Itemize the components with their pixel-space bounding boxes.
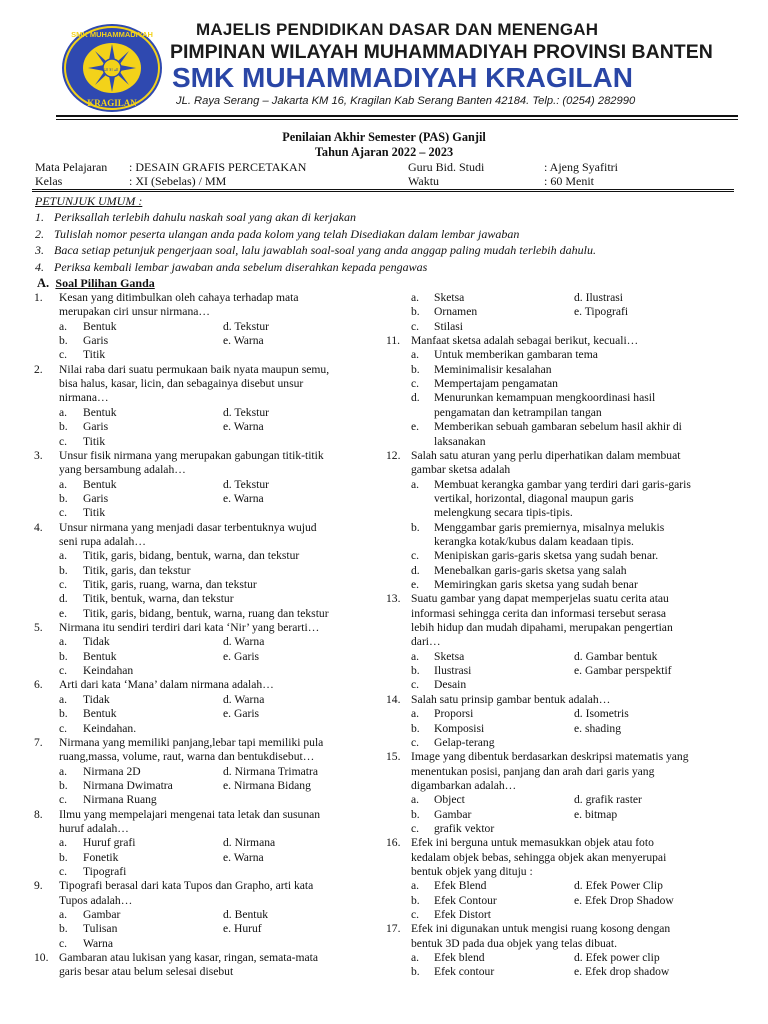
option-text: Gambar: [434, 807, 472, 821]
option-text: e. Tipografi: [574, 305, 629, 319]
header-rule-thick: [56, 115, 738, 117]
header-rule-thin: [56, 119, 738, 120]
option-letter: b.: [411, 965, 420, 979]
question-text: Suatu gambar yang dapat memperjelas suatu cerita atau: [411, 592, 669, 606]
section-heading: A. Soal Pilihan Ganda: [37, 276, 155, 290]
option-letter: a.: [59, 692, 68, 706]
option-letter: a.: [59, 405, 68, 419]
option-text: e. Gambar perspektif: [574, 664, 672, 678]
option-text: Mempertajam pengamatan: [434, 377, 558, 391]
question-text: bentuk objek yang dituju :: [411, 865, 533, 878]
logo-top-text: SMK MUHAMMADIYAH: [71, 30, 153, 39]
question-number: 6.: [34, 678, 43, 692]
option-text: Menipiskan garis-garis sketsa yang sudah benar.: [434, 549, 659, 563]
question-number: 13.: [386, 592, 401, 606]
option-letter: c.: [411, 735, 420, 749]
option-text: Object: [434, 793, 465, 807]
option-text: Menebalkan garis-garis sketsa yang salah: [434, 563, 627, 577]
exam-year: Tahun Ajaran 2022 – 2023: [314, 145, 454, 159]
option-letter: a.: [411, 951, 420, 965]
option-text: Nirmana Dwimatra: [83, 778, 173, 792]
school-logo: [60, 22, 164, 114]
question-text: kedalam objek bebas, sehingga objek akan menyerupai: [411, 850, 667, 864]
logo-bottom-text: KRAGILAN: [87, 98, 137, 108]
option-text: Efek Blend: [434, 879, 487, 893]
option-letter: b.: [59, 334, 68, 348]
option-letter: e.: [411, 578, 420, 591]
option-letter: b.: [59, 778, 68, 792]
option-text: e. Efek drop shadow: [574, 965, 670, 979]
option-text: d. Ilustrasi: [574, 291, 623, 304]
subject-value: : DESAIN GRAFIS PERCETAKAN: [129, 160, 307, 174]
question-number: 11.: [386, 334, 401, 348]
option-text: Huruf grafi: [83, 836, 136, 850]
option-letter: c.: [411, 319, 420, 333]
school-address: JL. Raya Serang – Jakarta KM 16, Kragilan Kab Serang Banten 42184. Telp.: (0254) 282990: [176, 95, 636, 107]
option-letter: c.: [59, 664, 68, 678]
option-text: Efek Contour: [434, 893, 497, 907]
question-text: Nilai raba dari suatu permukaan baik nyata maupun semu,: [59, 362, 330, 376]
option-text: Titik: [83, 506, 106, 520]
option-letter: b.: [59, 649, 68, 663]
option-text: e. Garis: [223, 707, 260, 721]
question-text: Salah satu aturan yang perlu diperhatikan dalam membuat: [411, 448, 681, 462]
option-text: Titik, garis, dan tekstur: [83, 563, 191, 577]
question-number: 10.: [34, 951, 49, 965]
header-line-2: PIMPINAN WILAYAH MUHAMMADIYAH PROVINSI BANTEN: [170, 41, 713, 63]
option-letter: c.: [411, 908, 420, 922]
option-letter: c.: [59, 865, 68, 878]
option-text: Bentuk: [83, 649, 117, 663]
question-text: yang bersambung adalah…: [59, 463, 186, 477]
option-text: Bentuk: [83, 477, 117, 491]
option-text: e. Efek Drop Shadow: [574, 893, 674, 907]
option-letter: a.: [59, 836, 68, 850]
option-text: Tipografi: [83, 865, 127, 878]
question-text: nirmana…: [59, 391, 109, 405]
option-letter: d.: [411, 563, 420, 577]
option-letter: a.: [59, 477, 68, 491]
option-text: Bentuk: [83, 707, 117, 721]
option-text: Desain: [434, 678, 467, 692]
instruction-item: 4. Periksa kembali lembar jawaban anda sebelum diserahkan kepada pengawas: [35, 260, 428, 274]
question-text: Efek ini berguna untuk memasukkan objek atau foto: [411, 836, 654, 850]
option-letter: a.: [59, 319, 68, 333]
option-text: Keindahan: [83, 664, 134, 678]
option-text: Stilasi: [434, 319, 463, 333]
option-text: Menurunkan kemampuan mengkoordinasi hasil: [434, 391, 656, 405]
option-text: Keindahan.: [83, 721, 137, 735]
option-text: Garis: [83, 420, 109, 434]
question-text: menentukan posisi, panjang dan arah dari garis yang: [411, 764, 655, 778]
option-text: Efek blend: [434, 951, 485, 965]
option-text: e. Garis: [223, 649, 260, 663]
option-text: Titik, bentuk, warna, dan tekstur: [83, 592, 234, 606]
question-number: 1.: [34, 291, 43, 304]
logo-center-text: لا اله الا الله: [102, 67, 122, 72]
option-text: d. Warna: [223, 692, 265, 706]
option-text: Garis: [83, 334, 109, 348]
option-text: Tulisan: [83, 922, 118, 936]
option-text: Warna: [83, 936, 113, 950]
option-text: Garis: [83, 491, 109, 505]
question-text: Arti dari kata ‘Mana’ dalam nirmana adalah…: [59, 678, 274, 692]
option-text: Bentuk: [83, 319, 117, 333]
option-letter: d.: [411, 391, 420, 405]
question-text: Efek ini digunakan untuk mengisi ruang kosong dengan: [411, 922, 671, 936]
question-text: bisa halus, kasar, licin, dan sebagainya disebut unsur: [59, 377, 304, 391]
question-text: lebih hidup dan mudah dipahami, merupakan pengertian: [411, 621, 673, 635]
question-text: seni rupa adalah…: [59, 534, 146, 548]
option-text: Bentuk: [83, 405, 117, 419]
option-text: d. Bentuk: [223, 908, 269, 922]
option-text: d. Tekstur: [223, 477, 269, 491]
option-text: e. Huruf: [223, 922, 262, 936]
option-text: Ornamen: [434, 305, 478, 319]
question-number: 4.: [34, 520, 43, 534]
option-letter: d.: [59, 592, 68, 606]
class-value: : XI (Sebelas) / MM: [129, 174, 227, 188]
header-line-1: MAJELIS PENDIDIKAN DASAR DAN MENENGAH: [196, 20, 599, 39]
option-text: d. Efek Power Clip: [574, 879, 663, 893]
option-letter: c.: [411, 549, 420, 563]
option-text: d. Tekstur: [223, 405, 269, 419]
question-number: 14.: [386, 692, 401, 706]
option-text: Gambar: [83, 908, 121, 922]
option-text: Meminimalisir kesalahan: [434, 362, 552, 376]
option-letter: c.: [59, 434, 68, 448]
question-text: garis besar atau belum selesai disebut: [59, 965, 234, 979]
question-number: 2.: [34, 362, 43, 376]
option-text: Untuk memberikan gambaran tema: [434, 348, 598, 362]
option-letter: b.: [59, 491, 68, 505]
question-text: Ilmu yang mempelajari mengenai tata letak dan susunan: [59, 807, 321, 821]
question-text: Manfaat sketsa adalah sebagai berikut, kecuali…: [411, 334, 639, 348]
option-text: e. Nirmana Bidang: [223, 778, 311, 792]
option-text: melengkung secara tipis-tipis.: [434, 506, 573, 520]
subject-label: Mata Pelajaran: [35, 160, 108, 174]
question-text: Unsur nirmana yang menjadi dasar terbentuknya wujud: [59, 520, 317, 534]
option-text: Efek Distort: [434, 908, 491, 922]
option-text: d. Efek power clip: [574, 951, 660, 965]
option-letter: a.: [411, 348, 420, 362]
option-letter: a.: [59, 764, 68, 778]
question-text: huruf adalah…: [59, 821, 129, 835]
option-text: Titik, garis, ruang, warna, dan tekstur: [83, 578, 257, 591]
option-text: Menggambar garis premiernya, misalnya melukis: [434, 520, 665, 534]
option-letter: b.: [59, 707, 68, 721]
option-text: Proporsi: [434, 707, 474, 721]
option-text: Sketsa: [434, 291, 465, 304]
question-text: Nirmana itu sendiri terdiri dari kata ‘Nir’ yang berarti…: [59, 621, 320, 635]
option-letter: a.: [411, 649, 420, 663]
option-text: e. Warna: [223, 850, 264, 864]
teacher-label: Guru Bid. Studi: [408, 160, 485, 174]
instruction-item: 1. Periksallah terlebih dahulu naskah soal yang akan di kerjakan: [35, 210, 356, 224]
option-text: pengamatan dan ketrampilan tangan: [434, 405, 602, 419]
class-label: Kelas: [35, 174, 63, 188]
option-letter: b.: [59, 420, 68, 434]
question-text: Tupos adalah…: [59, 893, 133, 907]
question-text: ruang,massa, volume, raut, warna dan bentukdisebut…: [59, 750, 315, 764]
option-letter: a.: [411, 879, 420, 893]
option-letter: b.: [59, 922, 68, 936]
option-text: e. Warna: [223, 334, 264, 348]
option-text: e. bitmap: [574, 807, 618, 821]
option-letter: b.: [411, 520, 420, 534]
question-number: 15.: [386, 750, 401, 764]
option-letter: c.: [411, 821, 420, 835]
option-text: d. Gambar bentuk: [574, 649, 658, 663]
option-letter: c.: [59, 348, 68, 362]
option-text: Titik: [83, 434, 106, 448]
option-letter: c.: [59, 578, 68, 591]
option-letter: a.: [411, 291, 420, 304]
option-text: vertikal, horizontal, diagonal maupun garis: [434, 491, 634, 505]
option-letter: b.: [411, 362, 420, 376]
question-text: Salah satu prinsip gambar bentuk adalah…: [411, 692, 611, 706]
option-text: Titik: [83, 348, 106, 362]
question-number: 5.: [34, 621, 43, 635]
question-text: dari…: [411, 635, 441, 649]
question-number: 17.: [386, 922, 401, 936]
question-text: gambar sketsa adalah: [411, 463, 511, 477]
option-text: Ilustrasi: [434, 664, 472, 678]
question-number: 7.: [34, 735, 43, 749]
option-letter: a.: [59, 549, 68, 563]
time-value: : 60 Menit: [544, 174, 594, 188]
option-letter: c.: [59, 721, 68, 735]
instruction-item: 3. Baca setiap petunjuk pengerjaan soal, lalu jawablah soal-soal yang anda anggap paling mudah terlebih dahulu.: [35, 243, 596, 257]
option-text: Memberikan sebuah gambaran sebelum hasil akhir di: [434, 420, 682, 434]
teacher-value: : Ajeng Syafitri: [544, 160, 618, 174]
option-text: Komposisi: [434, 721, 485, 735]
option-letter: b.: [411, 893, 420, 907]
option-text: Efek contour: [434, 965, 495, 979]
option-letter: a.: [59, 908, 68, 922]
instruction-item: 2. Tulislah nomor peserta ulangan anda pada kolom yang telah Disediakan dalam lembar jawaban: [35, 227, 520, 241]
question-text: Unsur fisik nirmana yang merupakan gabungan titik-titik: [59, 448, 324, 462]
option-text: Sketsa: [434, 649, 465, 663]
option-text: kerangka kotak/kubus dalam keadaan tipis.: [434, 534, 634, 548]
option-text: Tidak: [83, 635, 110, 649]
option-text: Titik, garis, bidang, bentuk, warna, ruang dan tekstur: [83, 606, 329, 620]
question-number: 3.: [34, 448, 43, 462]
option-text: d. Warna: [223, 635, 265, 649]
instructions-heading: PETUNJUK UMUM :: [35, 194, 143, 208]
option-text: Memiringkan garis sketsa yang sudah benar: [434, 578, 638, 591]
option-letter: c.: [411, 377, 420, 391]
question-text: Kesan yang ditimbulkan oleh cahaya terhadap mata: [59, 291, 299, 304]
option-letter: c.: [59, 506, 68, 520]
time-label: Waktu: [408, 174, 440, 188]
option-text: Gelap-terang: [434, 735, 495, 749]
question-number: 8.: [34, 807, 43, 821]
option-text: grafik vektor: [434, 821, 495, 835]
question-text: Nirmana yang memiliki panjang,lebar tapi memiliki pula: [59, 735, 324, 749]
question-text: merupakan ciri unsur nirmana…: [59, 305, 210, 319]
option-letter: b.: [59, 850, 68, 864]
info-rule-2: [32, 191, 734, 192]
option-letter: a.: [411, 793, 420, 807]
question-number: 16.: [386, 836, 401, 850]
question-text: informasi sehingga cerita dan informasi tersebut serasa: [411, 606, 666, 620]
question-number: 12.: [386, 448, 401, 462]
option-letter: c.: [411, 678, 420, 692]
option-text: d. Tekstur: [223, 319, 269, 333]
question-text: bentuk 3D pada dua objek yang telas dibuat.: [411, 936, 618, 950]
option-letter: b.: [411, 807, 420, 821]
option-text: e. Warna: [223, 420, 264, 434]
option-letter: b.: [411, 721, 420, 735]
option-text: Fonetik: [83, 850, 119, 864]
option-letter: a.: [411, 707, 420, 721]
question-text: digambarkan adalah…: [411, 778, 517, 792]
option-letter: b.: [411, 664, 420, 678]
option-letter: a.: [411, 477, 420, 491]
option-text: e. shading: [574, 721, 622, 735]
exam-title: Penilaian Akhir Semester (PAS) Ganjil: [282, 130, 486, 144]
option-text: d. grafik raster: [574, 793, 642, 807]
option-letter: a.: [59, 635, 68, 649]
option-letter: c.: [59, 936, 68, 950]
question-text: Tipografi berasal dari kata Tupos dan Grapho, arti kata: [59, 879, 314, 893]
option-letter: b.: [59, 563, 68, 577]
option-text: laksanakan: [434, 434, 486, 448]
option-text: Titik, garis, bidang, bentuk, warna, dan tekstur: [83, 549, 300, 563]
option-text: Nirmana 2D: [83, 764, 141, 778]
option-text: Membuat kerangka gambar yang terdiri dari garis-garis: [434, 477, 691, 491]
school-name: SMK MUHAMMADIYAH KRAGILAN: [172, 62, 633, 93]
question-text: Image yang dibentuk berdasarkan deskripsi matematis yang: [411, 750, 689, 764]
option-text: Nirmana Ruang: [83, 793, 157, 807]
info-rule-1: [32, 189, 734, 190]
option-text: d. Nirmana Trimatra: [223, 764, 318, 778]
option-text: d. Isometris: [574, 707, 629, 721]
question-text: Gambaran atau lukisan yang kasar, ringan, semata-mata: [59, 951, 319, 965]
option-text: Tidak: [83, 692, 110, 706]
option-letter: e.: [59, 606, 68, 620]
question-number: 9.: [34, 879, 43, 893]
option-text: e. Warna: [223, 491, 264, 505]
option-letter: e.: [411, 420, 420, 434]
option-text: d. Nirmana: [223, 836, 276, 850]
option-letter: c.: [59, 793, 68, 807]
option-letter: b.: [411, 305, 420, 319]
